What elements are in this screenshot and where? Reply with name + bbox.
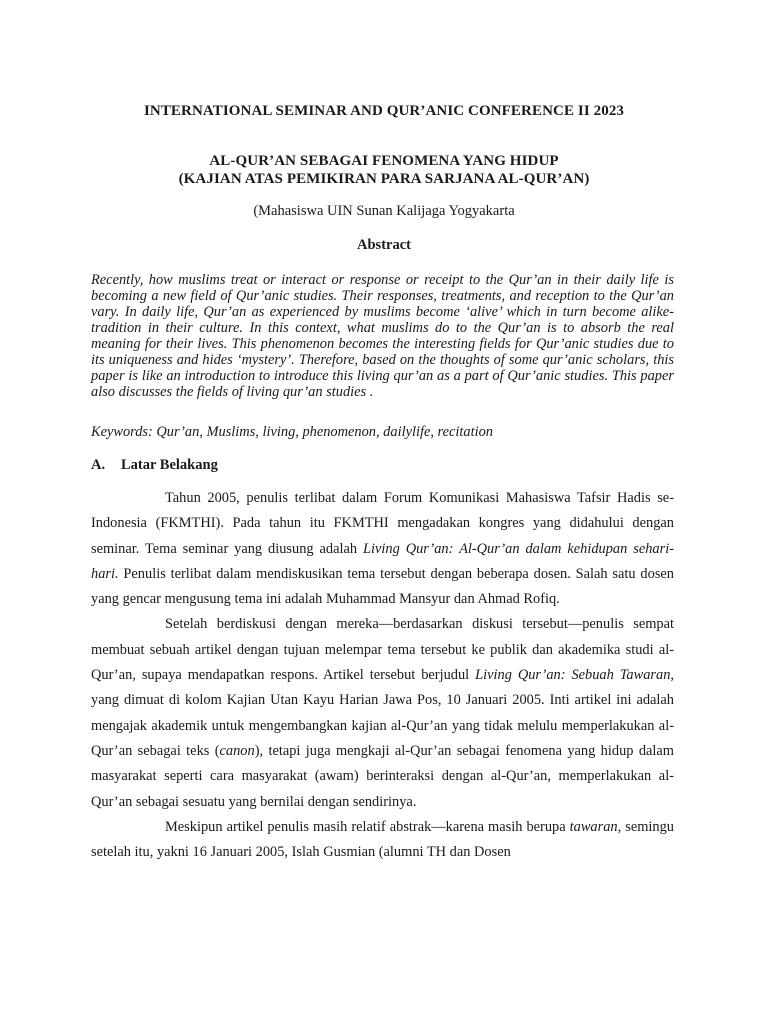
section-heading (91, 456, 674, 474)
paper-title-line-2: (KAJIAN ATAS PEMIKIRAN PARA SARJANA AL-QUR’AN) (178, 171, 590, 187)
paragraph-1 (91, 486, 674, 612)
conference-heading: INTERNATIONAL SEMINAR AND QUR’ANIC CONFERENCE II 2023 (143, 103, 625, 119)
paragraph-2-text-e: ), tetapi juga mengkaji al-Qur’an sebagai fenomena yang hidup dalam masyarakat seperti cara masyarakat (awam) berinteraksi dengan al-Qur’an, memperlakukan al-Qur’an sebagai sesuatu yang bernilai dengan sendirinya. (91, 742, 674, 810)
paragraph-2-italic-canon: canon (219, 742, 255, 759)
paragraph-3-text-a: Meskipun artikel penulis masih relatif abstrak—karena masih berupa (165, 818, 570, 835)
keywords-line: Keywords: Qur’an, Muslims, living, phenomenon, dailylife, recitation (91, 424, 493, 440)
author-affiliation: (Mahasiswa UIN Sunan Kalijaga Yogyakarta (253, 203, 515, 219)
paragraph-3-text-c: , semingu setelah itu, yakni 16 Januari 2005, Islah Gusmian (alumni TH dan Dosen (91, 818, 674, 861)
paragraph-3-italic-tawaran: tawaran (569, 818, 618, 835)
body-text (91, 486, 674, 865)
paragraph-3 (91, 815, 674, 866)
paragraph-1-italic-theme: Living Qur’an: Al-Qur’an dalam kehidupan sehari-hari. (91, 540, 674, 582)
section-number: A. (91, 457, 106, 473)
paragraph-1-text-c: Penulis terlibat dalam mendiskusikan tema tersebut dengan beberapa dosen. Salah satu dosen yang gencar mengusung tema ini adalah Muhammad Mansyur dan Ahmad Rofiq. (91, 565, 674, 608)
abstract-text: Recently, how muslims treat or interact or response or receipt to the Qur’an in their daily life is becoming a new field of Qur’anic studies. Their responses, treatments, and reception to the Qur’an vary. In daily life, Qur’an as experienced by muslims become ‘alive’ which in turn become alike-tradition in their culture. In this context, what muslims do to the Qur’an is to absorb the real meaning for their lives. This phenomenon becomes the interesting fields for Qur’anic studies due to its uniqueness and hides ‘mystery’. Therefore, based on the thoughts of some qur’anic scholars, this paper is like an introduction to introduce this living qur’an as a part of Qur’anic studies. This paper also discusses the fields of living qur’an studies . (91, 272, 674, 400)
paragraph-2-text-a: Setelah berdiskusi dengan mereka—berdasarkan diskusi tersebut—penulis sempat membuat sebuah artikel dengan tujuan melempar tema tersebut ke publik dan akademika studi al-Qur’an, supaya mendapatkan respons. Artikel tersebut berjudul (91, 616, 674, 684)
paper-title-line-1: AL-QUR’AN SEBAGAI FENOMENA YANG HIDUP (209, 153, 559, 169)
abstract-heading: Abstract (357, 237, 411, 253)
paragraph-2-italic-article-title: Living Qur’an: Sebuah Tawaran, (475, 667, 674, 684)
paragraph-1-text-a: Tahun 2005, penulis terlibat dalam Forum Komunikasi Mahasiswa Tafsir Hadis se-Indonesia (FKMTHI). Pada tahun itu FKMTHI mengadakan kongres yang didahului dengan seminar. Tema seminar yang diusung adalah (91, 490, 674, 557)
section-title: Latar Belakang (121, 457, 218, 473)
paragraph-2 (91, 612, 674, 814)
paragraph-2-text-c: yang dimuat di kolom Kajian Utan Kayu Harian Jawa Pos, 10 Januari 2005. Inti artikel ini adalah mengajak akademik untuk mengembangkan kajian al-Qur’an yang tidak melulu memperlakukan al-Qur’an sebagai teks ( (91, 692, 674, 759)
